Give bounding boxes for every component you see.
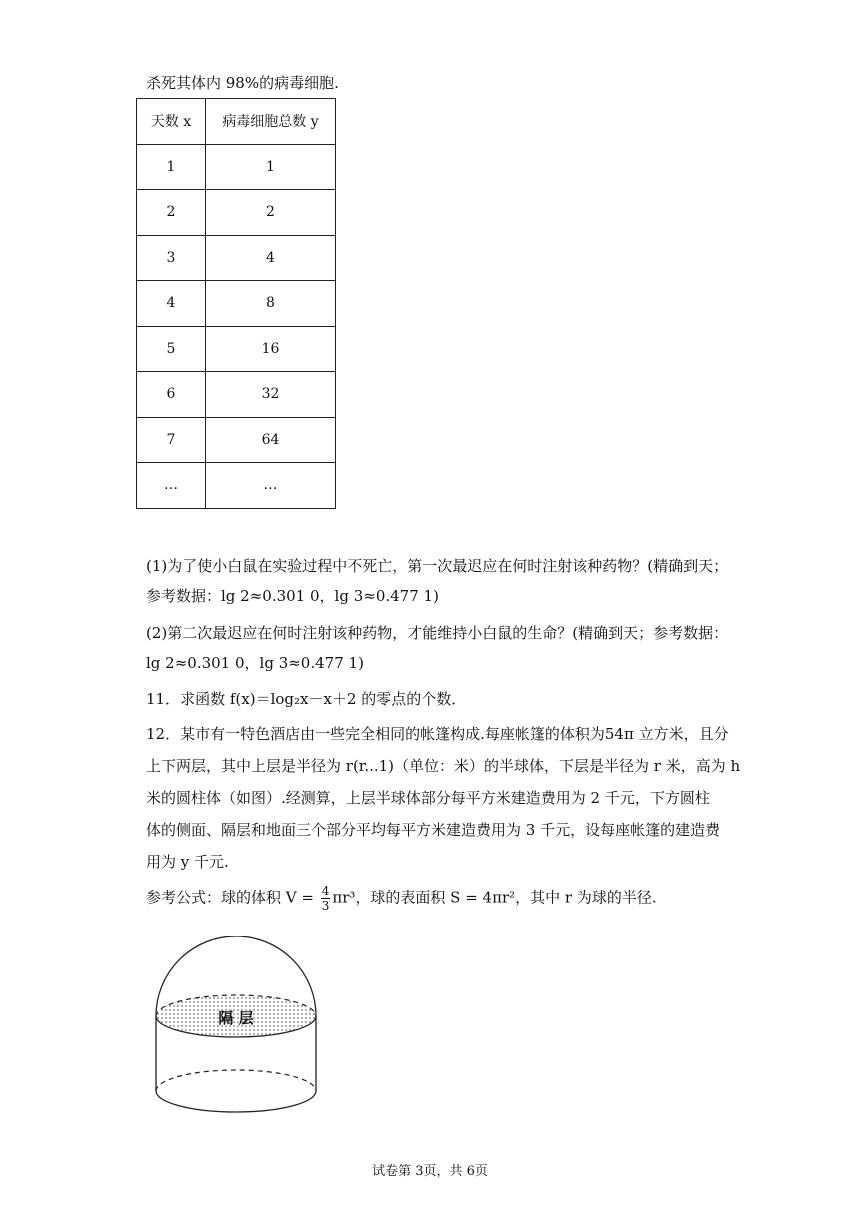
problem-12-line-2: 上下两层，其中上层是半径为 r(r...1)（单位：米）的半球体，下层是半径为 r 米，高为 h bbox=[146, 757, 741, 775]
question-1-line-2: 参考数据：lg 2≈0.301 0，lg 3≈0.477 1) bbox=[146, 587, 439, 605]
problem-11-text: 11．求函数 f(x)＝log₂x－x＋2 的零点的个数． bbox=[146, 690, 467, 708]
cell-count: … bbox=[206, 463, 336, 509]
table-row bbox=[137, 372, 336, 418]
cell-day: 2 bbox=[137, 190, 206, 236]
table-row bbox=[137, 235, 336, 281]
fraction-denominator: 3 bbox=[321, 899, 330, 913]
cell-day: 6 bbox=[137, 372, 206, 418]
table-row bbox=[137, 281, 336, 327]
question-2-line-2: lg 2≈0.301 0，lg 3≈0.477 1) bbox=[146, 654, 364, 672]
cell-count: 16 bbox=[206, 326, 336, 372]
cell-day: 4 bbox=[137, 281, 206, 327]
cell-day: 7 bbox=[137, 417, 206, 463]
formula-suffix: πr³，球的表面积 S = 4πr²，其中 r 为球的半径. bbox=[332, 888, 657, 907]
cell-count: 1 bbox=[206, 144, 336, 190]
question-1 bbox=[146, 553, 836, 609]
tent-diagram bbox=[148, 936, 324, 1116]
question-2-line-1: (2)第二次最迟应在何时注射该种药物，才能维持小白鼠的生命？(精确到天；参考数据： bbox=[146, 624, 729, 642]
separator-label: 隔 层 bbox=[218, 1009, 254, 1027]
header-virus-count: 病毒细胞总数 y bbox=[206, 99, 336, 145]
table-row bbox=[137, 190, 336, 236]
problem-12-line-4: 体的侧面、隔层和地面三个部分平均每平方米建造费用为 3 千元，设每座帐篷的建造费 bbox=[146, 821, 721, 839]
problem-12-line-1: 12．某市有一特色酒店由一些完全相同的帐篷构成.每座帐篷的体积为54π 立方米，且分 bbox=[146, 725, 729, 743]
cell-count: 8 bbox=[206, 281, 336, 327]
table-row bbox=[137, 417, 336, 463]
table-row bbox=[137, 144, 336, 190]
tent-figure bbox=[148, 936, 324, 1120]
problem-12 bbox=[146, 718, 836, 878]
cell-day: 5 bbox=[137, 326, 206, 372]
cell-count: 64 bbox=[206, 417, 336, 463]
problem-11 bbox=[146, 686, 836, 712]
base-front-edge bbox=[156, 1091, 316, 1112]
base-back-edge bbox=[156, 1070, 316, 1091]
problem-12-line-5: 用为 y 千元. bbox=[146, 853, 229, 871]
question-2 bbox=[146, 620, 836, 676]
cell-day: 3 bbox=[137, 235, 206, 281]
formula-prefix: 参考公式：球的体积 V = bbox=[146, 888, 319, 907]
cell-day: … bbox=[137, 463, 206, 509]
problem-12-line-3: 米的圆柱体（如图）.经测算，上层半球体部分每平方米建造费用为 2 千元，下方圆柱 bbox=[146, 789, 710, 807]
virus-data-table bbox=[136, 98, 336, 509]
cell-count: 4 bbox=[206, 235, 336, 281]
cell-count: 32 bbox=[206, 372, 336, 418]
page-footer: 试卷第 3页，共 6页 bbox=[372, 1164, 488, 1179]
table-row bbox=[137, 326, 336, 372]
fraction-numerator: 4 bbox=[321, 884, 330, 898]
table-row bbox=[137, 463, 336, 509]
table-header-row bbox=[137, 99, 336, 145]
cell-count: 2 bbox=[206, 190, 336, 236]
reference-formula bbox=[146, 884, 657, 913]
cell-day: 1 bbox=[137, 144, 206, 190]
intro-text: 杀死其体内 98%的病毒细胞. bbox=[146, 74, 339, 92]
volume-fraction bbox=[321, 884, 331, 913]
header-days: 天数 x bbox=[137, 99, 206, 145]
question-1-line-1: (1)为了使小白鼠在实验过程中不死亡，第一次最迟应在何时注射该种药物？(精确到天； bbox=[146, 557, 729, 575]
